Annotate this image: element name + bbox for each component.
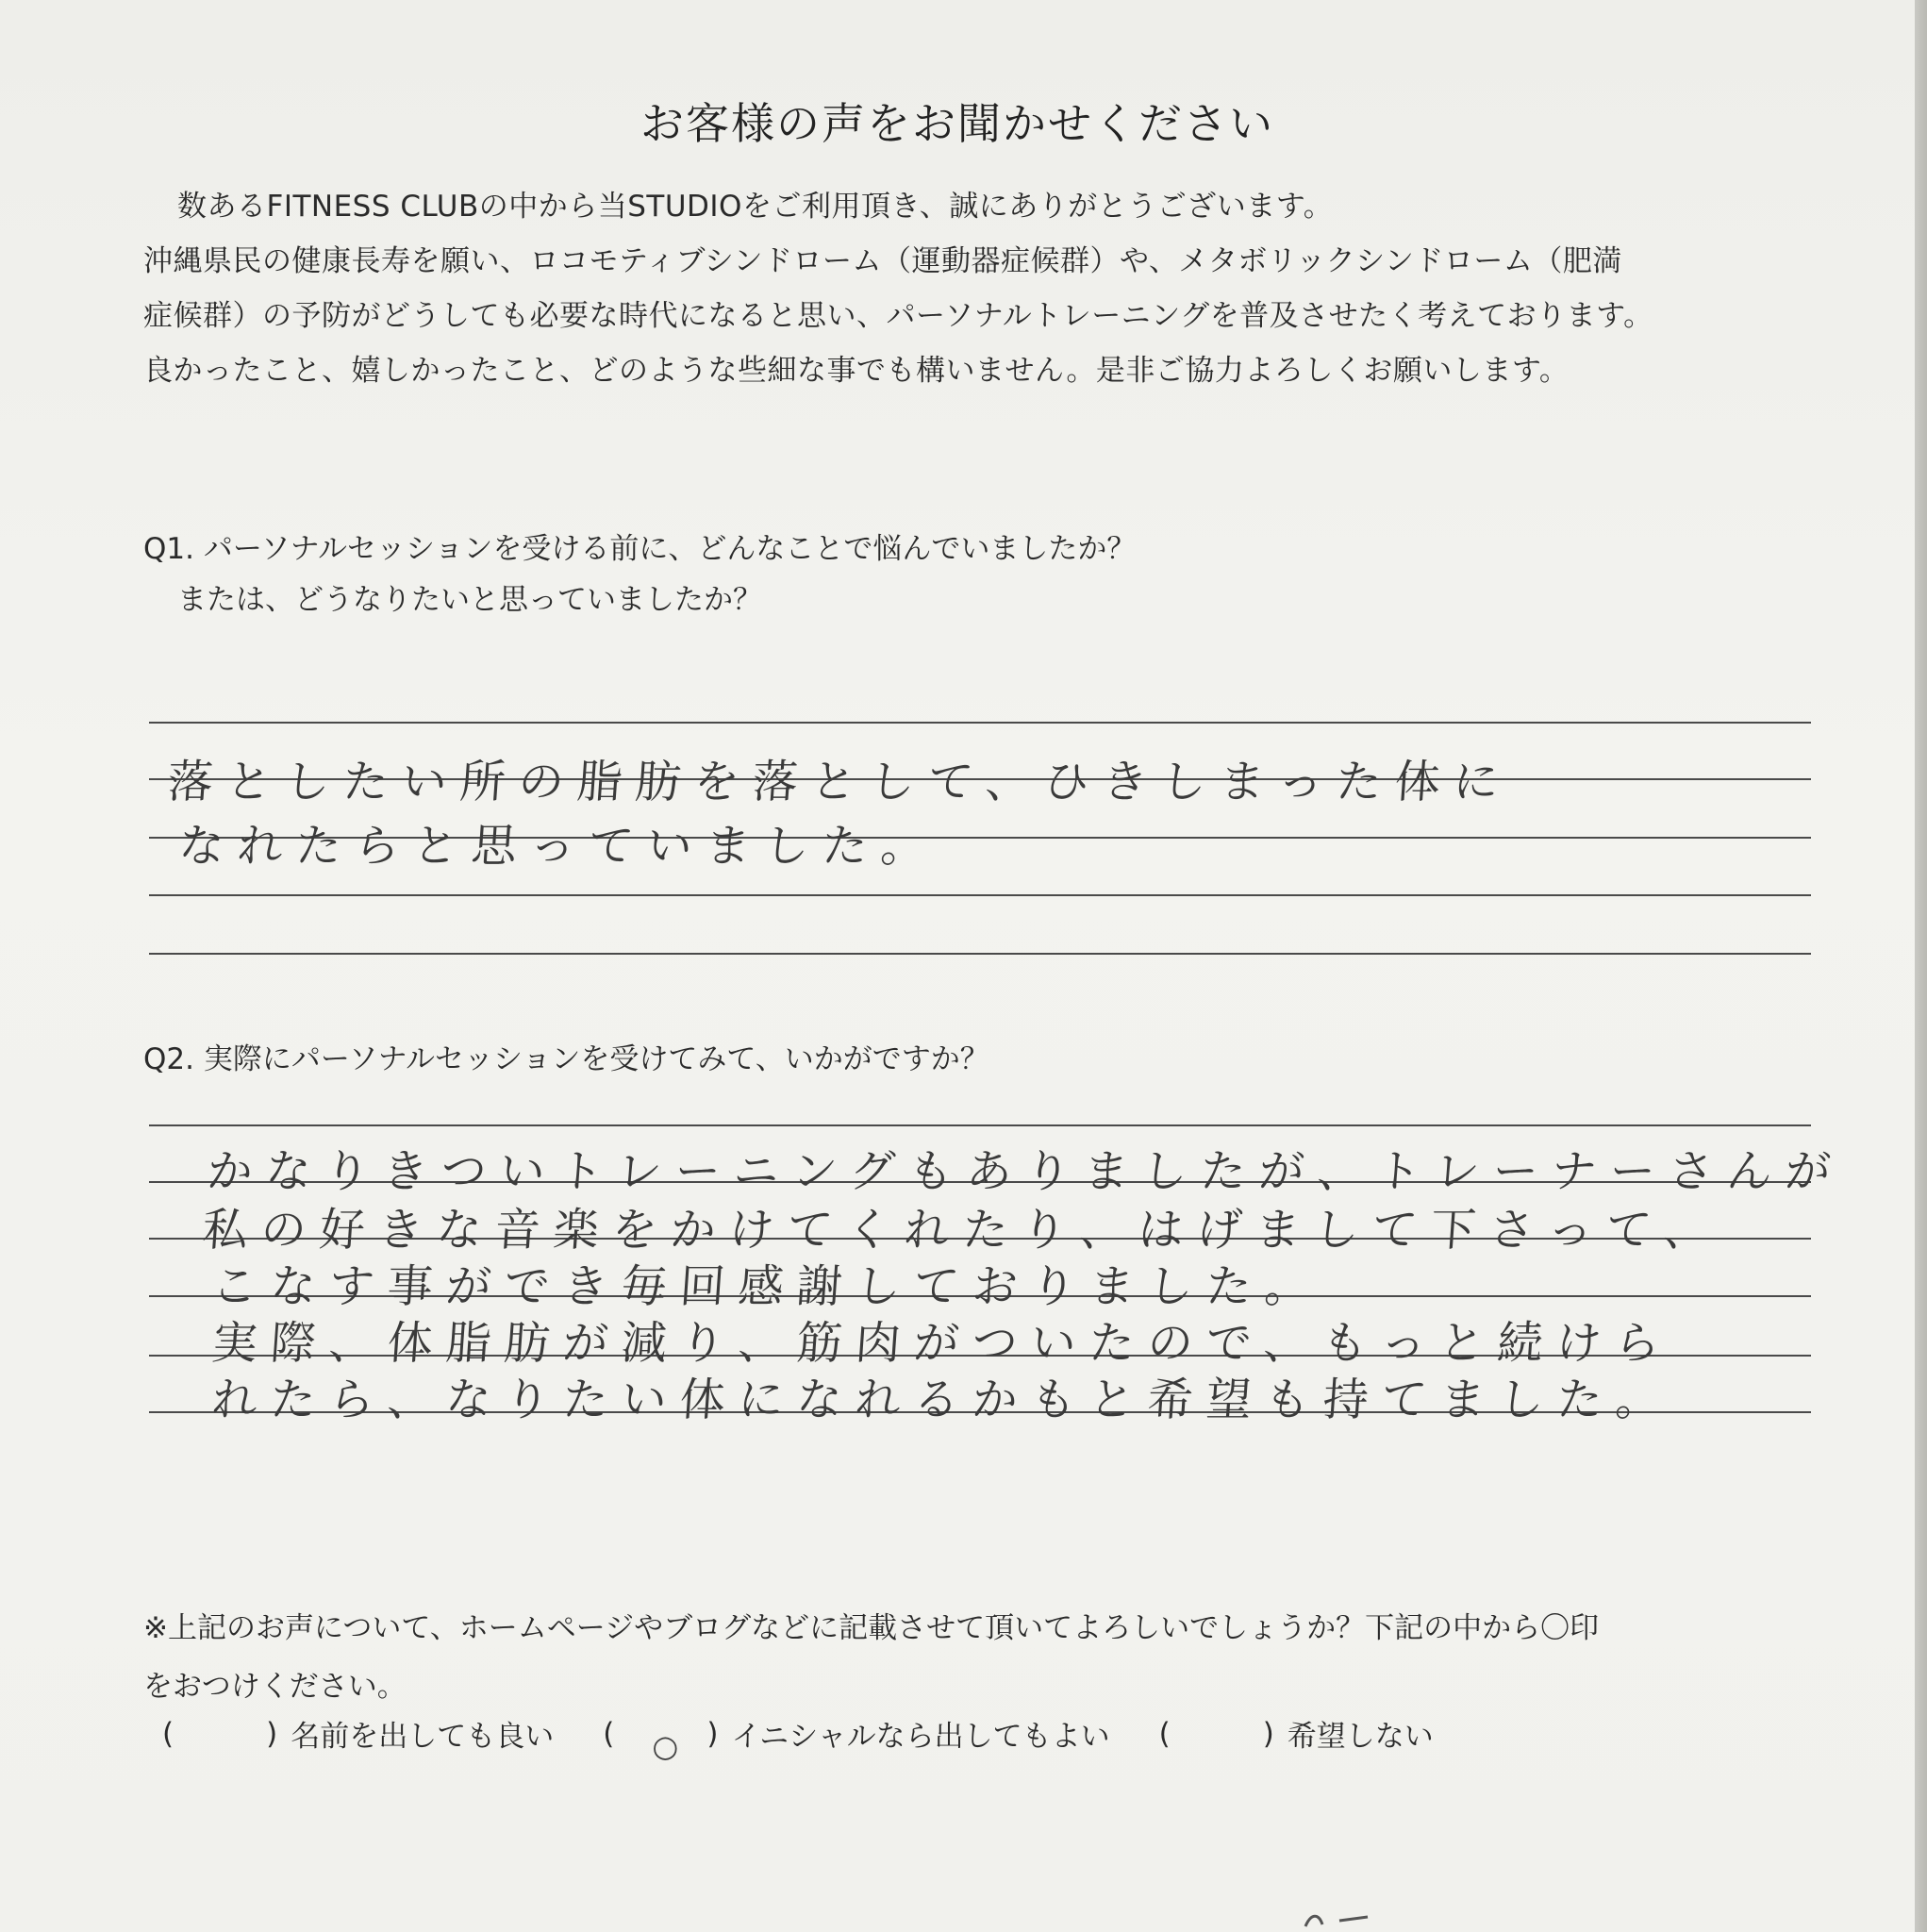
answer-line	[149, 722, 1811, 724]
question-2-text: Q2. 実際にパーソナルセッションを受けてみて、いかがですか？	[143, 1042, 989, 1076]
option-paren: (	[162, 1716, 174, 1751]
consent-options	[162, 1712, 1434, 1764]
option-label: イニシャルなら出してもよい	[731, 1720, 1110, 1754]
option-decline[interactable]	[1159, 1712, 1434, 1755]
question-1	[143, 524, 1136, 625]
option-initial-ok[interactable]	[603, 1712, 1110, 1764]
intro-line: 良かったこと、嬉しかったこと、どのような些細な事でも構いません。是非ご協力よろしくお願いします。	[143, 354, 1570, 388]
intro-line: 数あるFITNESS CLUBの中から当STUDIOをご利用頂き、誠にありがとうございます。	[177, 190, 1334, 224]
intro-paragraph	[143, 179, 1832, 398]
answer-line	[149, 894, 1811, 896]
option-label: 名前を出しても良い	[291, 1720, 555, 1754]
handwritten-scribble	[1302, 1907, 1415, 1930]
note-line: をおつけください。	[143, 1670, 407, 1704]
handwritten-answer-2: れたら、なりたい体になれるかもと希望も持てました。	[209, 1374, 1676, 1426]
question-1-subtext: または、どうなりたいと思っていましたか？	[177, 583, 762, 617]
handwritten-answer-1: なれたらと思っていました。	[176, 820, 941, 873]
option-paren: (	[603, 1716, 615, 1751]
question-2	[143, 1034, 989, 1085]
intro-line: 沖縄県民の健康長寿を願い、ロコモティブシンドローム（運動器症候群）や、メタボリックシンドローム（肥満	[143, 244, 1622, 278]
answer-line	[149, 953, 1811, 955]
option-paren: (	[1158, 1716, 1171, 1751]
note-line: ※上記のお声について、ホームページやブログなどに記載させて頂いてよろしいでしょうか？下記の中から〇印	[143, 1611, 1600, 1645]
handwritten-answer-2: こなす事ができ毎回感謝しておりました。	[209, 1260, 1325, 1313]
handwritten-answer-1: 落としたい所の脂肪を落として、ひきしまった体に	[165, 756, 1514, 808]
paper-edge	[1915, 0, 1927, 1932]
option-name-ok[interactable]	[162, 1712, 554, 1755]
intro-line: 症候群）の予防がどうしても必要な時代になると思い、パーソナルトレーニングを普及させたく考えております。	[143, 299, 1653, 333]
circle-mark: ○	[652, 1727, 679, 1764]
option-label: 希望しない	[1287, 1720, 1434, 1754]
form-title: お客様の声をお聞かせください	[640, 98, 1274, 149]
option-paren: )	[1262, 1716, 1274, 1751]
handwritten-answer-2: かなりきついトレーニングもありましたが、トレーナーさんが	[205, 1145, 1846, 1198]
publication-consent-note	[143, 1599, 1599, 1716]
answer-line	[149, 1124, 1811, 1126]
handwritten-answer-2: 私の好きな音楽をかけてくれたり、はげまして下さって、	[200, 1204, 1724, 1257]
option-paren: )	[706, 1716, 719, 1751]
handwritten-answer-2: 実際、体脂肪が減り、筋肉がついたので、もっと続けら	[209, 1317, 1675, 1370]
question-1-text: Q1. パーソナルセッションを受ける前に、どんなことで悩んでいましたか？	[143, 532, 1137, 566]
option-paren: )	[266, 1716, 278, 1751]
